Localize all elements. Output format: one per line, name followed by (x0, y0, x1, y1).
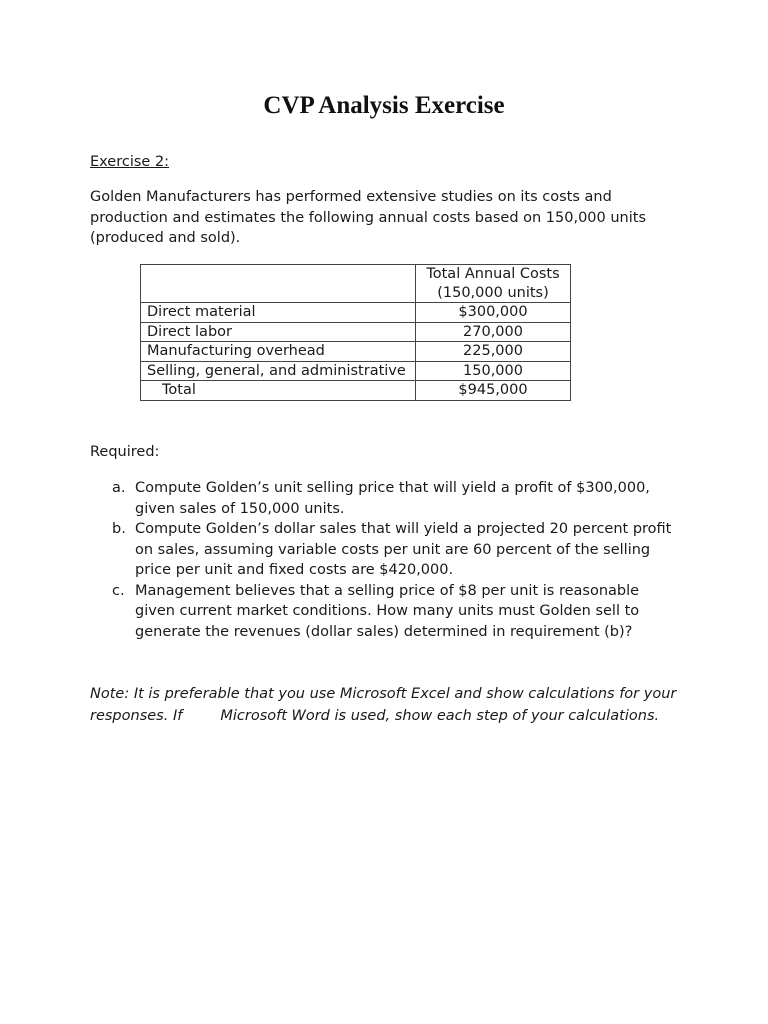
list-item-text: Compute Golden’s unit selling price that will yield a profit of $300,000, given sales of 150,000 units. (135, 480, 650, 517)
row-label: Selling, general, and administrative (141, 361, 416, 381)
cost-table (140, 264, 571, 401)
total-value: $945,000 (416, 381, 571, 401)
list-marker: a. (112, 480, 126, 496)
intro-paragraph: Golden Manufacturers has performed extensive studies on its costs and production and estimates the following annual costs based on 150,000 units (produced and sold). (90, 189, 647, 246)
row-value: 150,000 (416, 361, 571, 381)
row-value: 270,000 (416, 322, 571, 342)
exercise-label: Exercise 2: (90, 154, 170, 170)
total-label: Total (141, 381, 416, 401)
row-label: Direct labor (141, 322, 416, 342)
row-value: 225,000 (416, 342, 571, 362)
table-row (141, 342, 571, 362)
requirements-list (112, 478, 682, 642)
table-total-row (141, 381, 571, 401)
list-item (112, 519, 682, 581)
table-row (141, 361, 571, 381)
list-item (112, 478, 682, 519)
note-text-part2: Microsoft Word is used, show each step of your calculations. (220, 707, 660, 724)
row-label: Direct material (141, 303, 416, 323)
page-title: CVP Analysis Exercise (263, 92, 505, 119)
table-header-row (141, 265, 571, 303)
list-item-text: Management believes that a selling price of $8 per unit is reasonable given current market conditions. How many units must Golden sell to generate the revenues (dollar sales) determined in requirement (b)? (135, 582, 640, 640)
list-item (112, 581, 682, 643)
table-header-empty-cell (141, 265, 416, 303)
note-text-part1: Note: It is preferable that you use Microsoft Excel and show calculations for your responses. If (90, 686, 677, 724)
note-paragraph (90, 684, 680, 727)
list-item-text: Compute Golden’s dollar sales that will yield a projected 20 percent profit on sales, assuming variable costs per unit are 60 percent of the selling price per unit and fixed costs are $420,000. (135, 521, 672, 578)
table-row (141, 303, 571, 323)
list-marker: b. (112, 521, 126, 537)
list-marker: c. (112, 582, 125, 599)
row-value: $300,000 (416, 303, 571, 323)
table-row (141, 322, 571, 342)
required-label: Required: (90, 444, 160, 460)
header-line-1: Total Annual Costs (426, 266, 560, 282)
table-header-cell (416, 265, 571, 303)
header-line-2: (150,000 units) (437, 284, 549, 301)
row-label: Manufacturing overhead (141, 342, 416, 362)
